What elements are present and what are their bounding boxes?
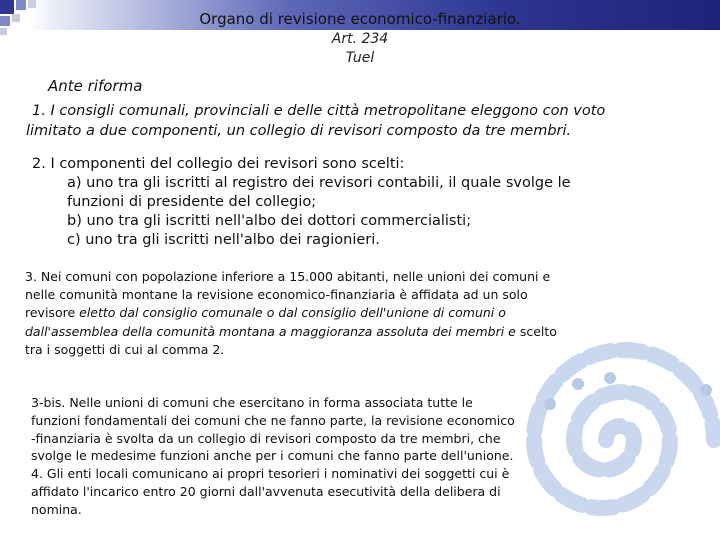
list-item-a: a) uno tra gli iscritti al registro dei revisori contabili, il quale svolge le	[67, 175, 571, 191]
paragraph-4-line-5: 4. Gli enti locali comunicano ai propri tesorieri i nominativi dei soggetti cui è	[31, 466, 510, 482]
paragraph-3-line-2: nelle comunità montane la revisione economico-finanziaria è affidata ad un solo	[25, 287, 528, 303]
paragraph-4-line-1: 3-bis. Nelle unioni di comuni che esercitano in forma associata tutte le	[31, 395, 473, 410]
paragraph-1	[26, 101, 706, 141]
paragraph-3	[25, 268, 625, 359]
list-item-a-continued: funzioni di presidente del collegio;	[67, 194, 317, 210]
paragraph-4-line-4: svolge le medesime funzioni anche per i comuni che fanno parte dell'unione.	[31, 448, 514, 464]
paragraph-4-line-6: affidato l'incarico entro 20 giorni dall'avvenuta esecutività della delibera di	[31, 483, 501, 499]
paragraph-3-line-4-plain: scelto	[515, 323, 557, 339]
list-item-b: b) uno tra gli iscritti nell'albo dei dottori commercialisti;	[67, 213, 472, 229]
paragraph-2	[32, 155, 672, 250]
paragraph-1-line-2: limitato a due componenti, un collegio di revisori composto da tre membri.	[26, 123, 572, 139]
paragraph-3-line-4-italic: dall'assemblea della comunità montana a maggioranza assoluta dei membri e	[25, 323, 516, 339]
paragraph-3-line-3-plain: revisore	[25, 305, 80, 321]
paragraph-1-line-1: 1. I consigli comunali, provinciali e delle città metropolitane eleggono con voto	[32, 103, 606, 119]
paragraph-3-line-3	[25, 304, 625, 322]
paragraph-4-line-7: nomina.	[31, 501, 82, 517]
slide-title: Organo di revisione economico-finanziario.	[199, 10, 521, 28]
paragraph-3-line-4	[25, 323, 625, 341]
slide-subtitle-article: Art. 234	[331, 31, 389, 47]
paragraph-4	[31, 394, 579, 519]
slide-subtitle-source: Tuel	[345, 50, 375, 66]
paragraph-3-line-1: 3. Nei comuni con popolazione inferiore a 15.000 abitanti, nelle unioni dei comuni e	[25, 269, 551, 284]
paragraph-3-line-5: tra i soggetti di cui al comma 2.	[25, 341, 225, 357]
paragraph-4-line-2: funzioni fondamentali dei comuni che ne fanno parte, la revisione economico	[31, 412, 515, 428]
section-label: Ante riforma	[48, 77, 143, 95]
paragraph-3-line-3-italic: eletto dal consiglio comunale o dal consiglio dell'unione di comuni o	[79, 305, 506, 321]
paragraph-2-intro: 2. I componenti del collegio dei revisori sono scelti:	[32, 156, 405, 172]
paragraph-4-line-3: -finanziaria è svolta da un collegio di revisori composto da tre membri, che	[31, 430, 501, 446]
list-item-c: c) uno tra gli iscritti nell'albo dei ragionieri.	[67, 232, 380, 248]
